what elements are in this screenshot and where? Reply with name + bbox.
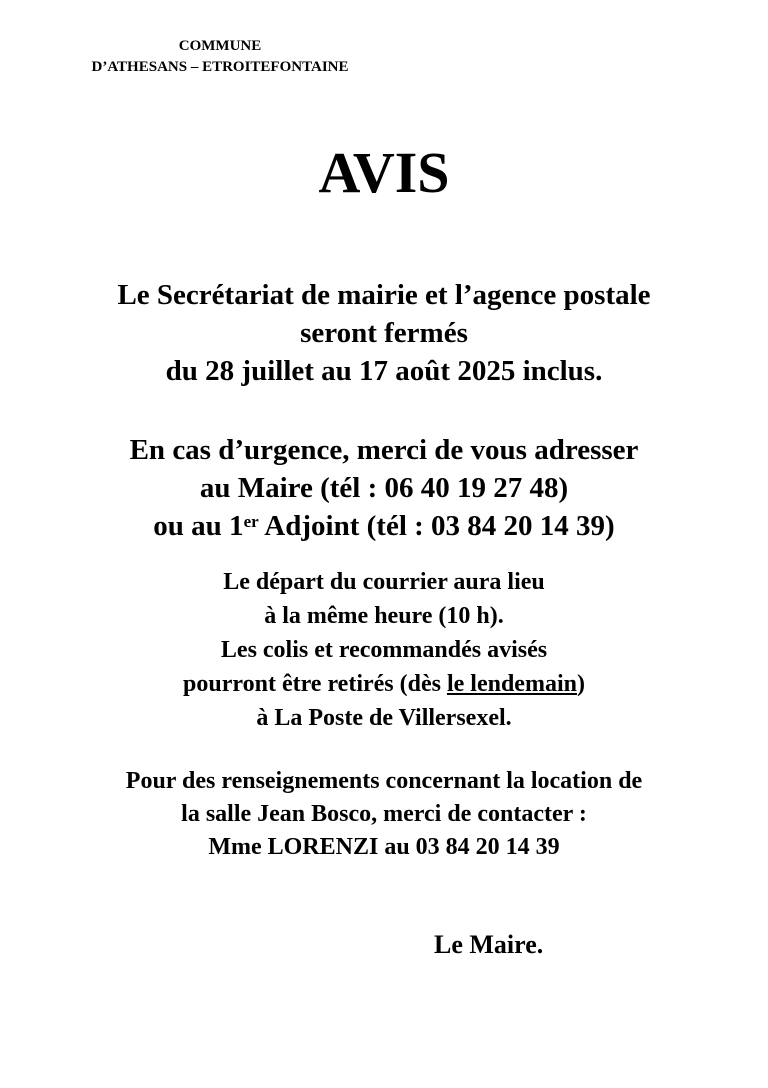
closure-paragraph — [0, 276, 768, 390]
mail-line-4-suffix: ) — [576, 671, 585, 697]
underlined-lendemain: le lendemain — [446, 671, 577, 697]
header-commune: COMMUNE — [178, 38, 262, 54]
closure-line-2: seront fermés — [300, 317, 468, 349]
rental-paragraph — [0, 765, 768, 864]
header-municipality-name: D’ATHESANS – ETROITEFONTAINE — [91, 59, 349, 75]
mail-line-4-prefix: pourront être retirés (dès — [183, 671, 447, 697]
rental-line-1: Pour des renseignements concernant la location de — [125, 768, 643, 794]
notice-title: AVIS — [318, 140, 450, 205]
emergency-line-2: au Maire (tél : 06 40 19 27 48) — [199, 472, 569, 504]
rental-line-3: Mme LORENZI au 03 84 20 14 39 — [208, 834, 560, 860]
mail-line-2: à la même heure (10 h). — [264, 603, 504, 629]
superscript-er: er — [243, 512, 259, 531]
mail-line-4 — [0, 667, 768, 701]
emergency-line-1: En cas d’urgence, merci de vous adresser — [129, 434, 639, 466]
rental-line-2: la salle Jean Bosco, merci de contacter : — [181, 801, 587, 827]
signature: Le Maire. — [434, 930, 544, 959]
mail-line-1: Le départ du courrier aura lieu — [223, 569, 545, 595]
mail-line-5: à La Poste de Villersexel. — [256, 705, 512, 731]
emergency-line-3-suffix: Adjoint (tél : 03 84 20 14 39) — [258, 510, 615, 542]
municipality-header — [40, 36, 400, 78]
emergency-line-3-prefix: ou au 1 — [153, 510, 244, 542]
closure-line-1: Le Secrétariat de mairie et l’agence postale — [117, 279, 651, 311]
mail-line-3: Les colis et recommandés avisés — [220, 637, 548, 663]
closure-line-3: du 28 juillet au 17 août 2025 inclus. — [165, 355, 603, 387]
mail-paragraph — [0, 565, 768, 735]
emergency-line-3 — [0, 507, 768, 545]
emergency-paragraph — [0, 431, 768, 545]
